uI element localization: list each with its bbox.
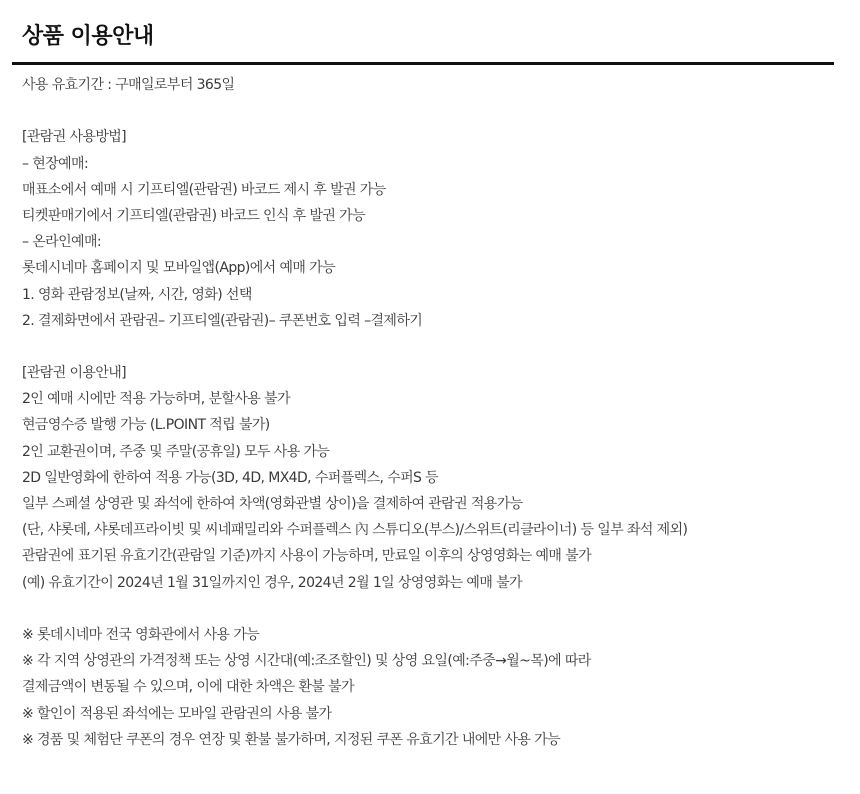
usage-info-line: 현금영수증 발행 가능 (L.POINT 적립 불가): [22, 417, 270, 434]
usage-info-line: 관람권에 표기된 유효기간(관람일 기준)까지 사용이 가능하며, 만료일 이후의 상영영화는 예매 불가: [22, 548, 592, 565]
note-line: ※ 롯데시네마 전국 영화관에서 사용 가능: [22, 626, 260, 643]
usage-method-line: – 온라인예매:: [22, 234, 101, 251]
usage-info-line: (예) 유효기간이 2024년 1월 31일까지인 경우, 2024년 2월 1일 상영영화는 예매 불가: [22, 574, 522, 591]
usage-info-line: 일부 스페셜 상영관 및 좌석에 한하여 차액(영화관별 상이)을 결제하여 관람권 적용가능: [22, 496, 523, 512]
usage-info-heading: [관람권 이용안내]: [22, 365, 127, 382]
usage-method-line: 롯데시네마 홈페이지 및 모바일앱(App)에서 예매 가능: [22, 260, 336, 277]
note-line: ※ 각 지역 상영관의 가격정책 또는 상영 시간대(예:조조할인) 및 상영 요일(예:주중→월~목)에 따라: [22, 653, 591, 670]
note-line: ※ 경품 및 체험단 쿠폰의 경우 연장 및 환불 불가하며, 지정된 쿠폰 유효기간 내에만 사용 가능: [22, 731, 560, 748]
usage-info-line: 2인 교환권이며, 주중 및 주말(공휴일) 모두 사용 가능: [22, 443, 330, 460]
validity-line: 사용 유효기간 : 구매일로부터 365일: [22, 77, 235, 93]
section-gap: [22, 98, 858, 124]
section-gap: [22, 596, 858, 622]
usage-method-line: 매표소에서 예매 시 기프티엘(관람권) 바코드 제시 후 발권 가능: [22, 181, 386, 198]
usage-method-line: 2. 결제화면에서 관람권– 기프티엘(관람권)– 쿠폰번호 입력 –결제하기: [22, 312, 423, 329]
usage-info-line: 2D 일반영화에 한하여 적용 가능(3D, 4D, MX4D, 수퍼플렉스, 수퍼S 등: [22, 469, 439, 486]
page-title: 상품 이용안내: [22, 24, 154, 49]
title-divider: [12, 62, 834, 65]
section-gap: [22, 334, 858, 360]
usage-method-heading: [관람권 사용방법]: [22, 129, 127, 146]
usage-info-line: 2인 예매 시에만 적용 가능하며, 분할사용 불가: [22, 391, 290, 408]
usage-method-line: – 현장예매:: [22, 155, 89, 172]
note-line: ※ 할인이 적용된 좌석에는 모바일 관람권의 사용 불가: [22, 705, 332, 722]
guide-content: [22, 72, 858, 753]
usage-method-line: 티켓판매기에서 기프티엘(관람권) 바코드 인식 후 발권 가능: [22, 207, 365, 224]
usage-info-line: (단, 샤롯데, 샤롯데프라이빗 및 씨네패밀리와 수퍼플렉스 內 스튜디오(부스)/스위트(리클라이너) 등 일부 좌석 제외): [22, 522, 688, 539]
note-line: 결제금액이 변동될 수 있으며, 이에 대한 차액은 환불 불가: [22, 679, 354, 696]
usage-method-line: 1. 영화 관람정보(날짜, 시간, 영화) 선택: [22, 286, 252, 303]
